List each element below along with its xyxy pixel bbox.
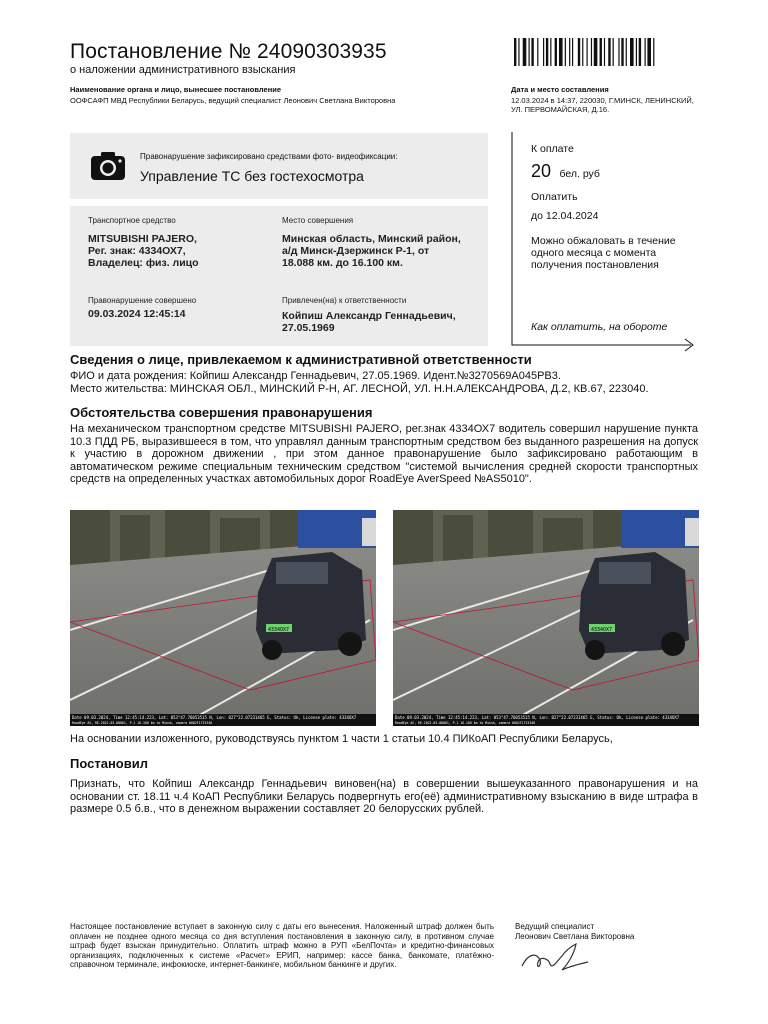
deadline-value: до 12.04.2024 (531, 210, 599, 222)
person-fio-line: ФИО и дата рождения: Койпиш Александр Геннадьевич, 27.05.1969. Идент.№3270569А045РВ3. (70, 370, 561, 382)
amount-row (531, 161, 600, 182)
date-place-heading: Дата и место составления (511, 85, 609, 94)
circumstances-text: На механическом транспортном средстве MITSUBISHI PAJERO, рег.знак 4334ОХ7 водитель совершил нарушение пункта 10.3 ПДД РБ, выразившееся в том, что управлял данным транспортным средством без выданного разрешения на допуск к участию в дорожном движении , при этом данное правонарушение было зафиксировано работающим в автоматическом режиме специальным техническим средством "системой вычисления средней скорости транспортных средств на определенных участках автомобильных дорог RoadEye AverSpeed №AS5010". (70, 423, 698, 485)
appeal-note: Можно обжаловать в течение одного месяца с момента получения постановления (531, 235, 676, 271)
to-pay-label: К оплате (531, 143, 574, 155)
circumstances-heading: Обстоятельства совершения правонарушения (70, 405, 373, 420)
resolution-heading: Постановил (70, 756, 148, 771)
photo-left-plate: 4334OX7 (268, 627, 290, 633)
footer-note: Настоящее постановление вступает в законную силу с даты его вынесения. Наложенный штраф должен быть оплачен не позднее одного месяца со дня вступления постановления в законную силу, в противном случае штраф будет взыскан принудительно. Оплатить штраф можно в РУП «БелПочта» и кредитно-финансовых организациях, подключенных к системе «Расчет» ЕРИП, например: кассе банка, банкомате, платёжно-справочном терминале, инфокиоске, интернет-банкинге, мобильном банкинге и других. (70, 922, 494, 969)
fixed-by-label: Правонарушение зафиксировано средствами фото- видеофиксации: (140, 152, 398, 161)
evidence-photo-right (393, 510, 699, 726)
signature-icon (518, 940, 590, 976)
person-address-line: Место жительства: МИНСКАЯ ОБЛ., МИНСКИЙ Р-Н, АГ. ЛЕСНОЙ, УЛ. Н.Н.АЛЕКСАНДРОВА, Д.2, КВ.67, 223040. (70, 383, 649, 395)
document-title: Постановление № 24090303935 (70, 40, 387, 63)
resolution-text: Признать, что Койпиш Александр Геннадьевич виновен(на) в совершении вышеуказанного правонарушения и на основании ст. 18.11 ч.4 КоАП Республики Беларусь подвергнуть его(её) административному взысканию в виде штрафа в размере 0.5 б.в., что в денежном выражении составляет 20 белорусских рублей. (70, 778, 698, 815)
datetime-value: 09.03.2024 12:45:14 (88, 308, 186, 320)
photo-left-caption2: RoadEye AS, RE-2022-03-00061, P-1 16.100 km to Minsk, camera 0002F1723348 (72, 721, 213, 725)
person-value: Койпиш Александр Геннадьевич, 27.05.1969 (282, 310, 456, 334)
datetime-label: Правонарушение совершено (88, 296, 197, 305)
amount-value: 20 (531, 161, 552, 181)
person-label: Привлечен(на) к ответственности (282, 296, 407, 305)
date-place-value: 12.03.2024 в 14:37, 220030, Г.МИНСК, ЛЕНИНСКИЙ, УЛ. ПЕРВОМАЙСКАЯ, Д.16. (511, 96, 694, 114)
signer-name: Леонович Светлана Викторовна (515, 932, 635, 941)
pay-label: Оплатить (531, 191, 578, 203)
violation-type: Управление ТС без гостехосмотра (140, 168, 364, 184)
photo-left-caption: Date 09.03.2024, Time 12:45:14.223, Lat: 053°47.76053515 N, Lon: 027°22.07231465 E, Status: Ok, License plate: 4334OX7 (72, 715, 357, 720)
document-subtitle: о наложении административного взыскания (70, 64, 296, 76)
organ-value: ООФСАФП МВД Республики Беларусь, ведущий специалист Леонович Светлана Викторовна (70, 96, 396, 105)
person-section-heading: Сведения о лице, привлекаемом к административной ответственности (70, 352, 532, 367)
place-value: Минская область, Минский район, а/д Минск-Дзержинск Р-1, от 18.088 км. до 16.100 км. (282, 233, 461, 269)
photo-right-plate: 4334OX7 (591, 627, 613, 633)
signer-title: Ведущий специалист (515, 922, 595, 931)
currency-label: бел. руб (559, 168, 600, 180)
place-label: Место совершения (282, 216, 354, 225)
photo-right-caption: Date 09.03.2024, Time 12:45:14.223, Lat: 053°47.76053515 N, Lon: 027°22.07231465 E, Status: Ok, License plate: 4334OX7 (395, 715, 680, 720)
barcode-icon (514, 38, 700, 66)
basis-text: На основании изложенного, руководствуясь пунктом 1 части 1 статьи 10.4 ПИКоАП Республики Беларусь, (70, 733, 613, 745)
camera-icon (90, 150, 126, 182)
vehicle-label: Транспортное средство (88, 216, 176, 225)
violation-card (70, 133, 488, 199)
photo-right-caption2: RoadEye AS, RE-2022-03-00061, P-1 16.100 km to Minsk, camera 0002F1723348 (395, 721, 536, 725)
organ-heading: Наименование органа и лицо, вынесшее постановление (70, 85, 282, 94)
vehicle-value: MITSUBISHI PAJERO, Рег. знак: 4334ОХ7, Владелец: физ. лицо (88, 233, 199, 269)
how-to-pay-link: Как оплатить, на обороте (531, 321, 668, 333)
evidence-photo-left (70, 510, 376, 726)
